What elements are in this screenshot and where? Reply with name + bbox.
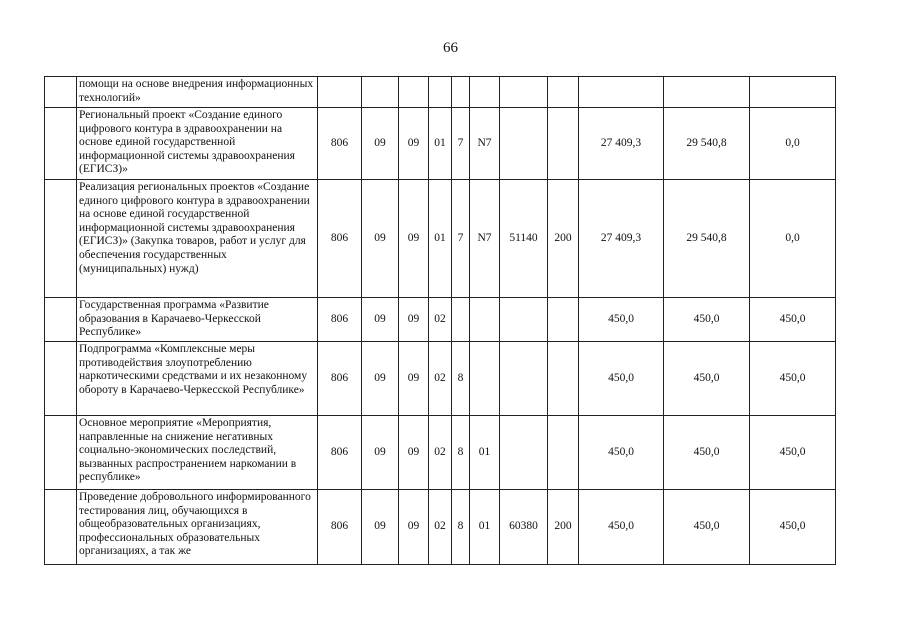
ministry-cell: 806 — [318, 180, 362, 298]
item-name-cell: Подпрограмма «Комплексные меры противодействия злоупотреблению наркотическими средствами и их незаконному обороту в Карачаево-Черкесской Республике» — [77, 342, 318, 416]
item-name-cell: Реализация региональных проектов «Создание единого цифрового контура в здравоохранении на основе единой государственной информационной системы здравоохранения (ЕГИСЗ)» (Закупка товаров, работ и услуг для обеспечения государственных (муниципальных) нужд) — [77, 180, 318, 298]
amount-year-1-cell: 450,0 — [579, 342, 664, 416]
subprogram-cell — [452, 298, 470, 342]
ministry-cell: 806 — [318, 490, 362, 565]
expense-type-cell — [548, 342, 579, 416]
row-number-cell — [45, 490, 77, 565]
program-cell: 02 — [429, 298, 452, 342]
page-number: 66 — [443, 40, 458, 56]
amount-year-2-cell: 29 540,8 — [664, 108, 750, 180]
table-row — [45, 416, 836, 490]
ministry-cell: 806 — [318, 298, 362, 342]
ministry-cell — [318, 77, 362, 108]
row-number-cell — [45, 77, 77, 108]
section-cell: 09 — [362, 298, 399, 342]
program-cell: 02 — [429, 342, 452, 416]
amount-year-3-cell: 450,0 — [750, 298, 836, 342]
section-cell: 09 — [362, 342, 399, 416]
row-number-cell — [45, 108, 77, 180]
program-cell: 01 — [429, 108, 452, 180]
amount-year-1-cell: 27 409,3 — [579, 108, 664, 180]
measure-cell — [470, 77, 500, 108]
amount-year-2-cell: 450,0 — [664, 416, 750, 490]
subprogram-cell: 8 — [452, 342, 470, 416]
direction-cell — [500, 416, 548, 490]
program-cell: 01 — [429, 180, 452, 298]
direction-cell: 60380 — [500, 490, 548, 565]
subsection-cell — [399, 77, 429, 108]
subsection-cell: 09 — [399, 342, 429, 416]
row-number-cell — [45, 342, 77, 416]
amount-year-1-cell: 450,0 — [579, 490, 664, 565]
amount-year-3-cell: 0,0 — [750, 108, 836, 180]
direction-cell — [500, 108, 548, 180]
expense-type-cell: 200 — [548, 180, 579, 298]
table-row — [45, 342, 836, 416]
expense-type-cell — [548, 298, 579, 342]
item-name-cell: Региональный проект «Создание единого цифрового контура в здравоохранении на основе единой государственной информационной системы здравоохранения (ЕГИСЗ)» — [77, 108, 318, 180]
section-cell: 09 — [362, 416, 399, 490]
amount-year-3-cell: 450,0 — [750, 490, 836, 565]
expense-type-cell — [548, 416, 579, 490]
item-name-cell: помощи на основе внедрения информационных технологий» — [77, 77, 318, 108]
amount-year-2-cell: 450,0 — [664, 298, 750, 342]
direction-cell — [500, 77, 548, 108]
direction-cell — [500, 342, 548, 416]
amount-year-1-cell: 450,0 — [579, 298, 664, 342]
section-cell — [362, 77, 399, 108]
section-cell: 09 — [362, 490, 399, 565]
program-cell: 02 — [429, 490, 452, 565]
amount-year-2-cell: 29 540,8 — [664, 180, 750, 298]
amount-year-1-cell — [579, 77, 664, 108]
subprogram-cell: 8 — [452, 416, 470, 490]
subsection-cell: 09 — [399, 108, 429, 180]
direction-cell: 51140 — [500, 180, 548, 298]
subsection-cell: 09 — [399, 490, 429, 565]
table-row — [45, 180, 836, 298]
amount-year-3-cell: 0,0 — [750, 180, 836, 298]
measure-cell: 01 — [470, 416, 500, 490]
row-number-cell — [45, 416, 77, 490]
section-cell: 09 — [362, 180, 399, 298]
table-row — [45, 298, 836, 342]
subprogram-cell: 7 — [452, 108, 470, 180]
amount-year-2-cell: 450,0 — [664, 342, 750, 416]
table-row — [45, 77, 836, 108]
item-name-cell: Проведение добровольного информированного тестирования лиц, обучающихся в общеобразовательных организациях, профессиональных образовательных организациях, а так же — [77, 490, 318, 565]
subprogram-cell — [452, 77, 470, 108]
expense-type-cell — [548, 77, 579, 108]
direction-cell — [500, 298, 548, 342]
amount-year-1-cell: 27 409,3 — [579, 180, 664, 298]
subsection-cell: 09 — [399, 298, 429, 342]
subprogram-cell: 8 — [452, 490, 470, 565]
amount-year-3-cell: 450,0 — [750, 416, 836, 490]
amount-year-2-cell: 450,0 — [664, 490, 750, 565]
measure-cell — [470, 342, 500, 416]
expense-type-cell — [548, 108, 579, 180]
item-name-cell: Государственная программа «Развитие образования в Карачаево-Черкесской Республике» — [77, 298, 318, 342]
expense-type-cell: 200 — [548, 490, 579, 565]
row-number-cell — [45, 298, 77, 342]
item-name-cell: Основное мероприятие «Мероприятия, направленные на снижение негативных социально-экономических последствий, вызванных распространением наркомании в республике» — [77, 416, 318, 490]
table-row — [45, 108, 836, 180]
measure-cell: 01 — [470, 490, 500, 565]
section-cell: 09 — [362, 108, 399, 180]
ministry-cell: 806 — [318, 108, 362, 180]
subsection-cell: 09 — [399, 416, 429, 490]
program-cell — [429, 77, 452, 108]
amount-year-1-cell: 450,0 — [579, 416, 664, 490]
ministry-cell: 806 — [318, 342, 362, 416]
subsection-cell: 09 — [399, 180, 429, 298]
program-cell: 02 — [429, 416, 452, 490]
amount-year-3-cell: 450,0 — [750, 342, 836, 416]
measure-cell: N7 — [470, 108, 500, 180]
amount-year-3-cell — [750, 77, 836, 108]
budget-table — [44, 76, 836, 565]
table-row — [45, 490, 836, 565]
measure-cell — [470, 298, 500, 342]
measure-cell: N7 — [470, 180, 500, 298]
row-number-cell — [45, 180, 77, 298]
amount-year-2-cell — [664, 77, 750, 108]
ministry-cell: 806 — [318, 416, 362, 490]
subprogram-cell: 7 — [452, 180, 470, 298]
